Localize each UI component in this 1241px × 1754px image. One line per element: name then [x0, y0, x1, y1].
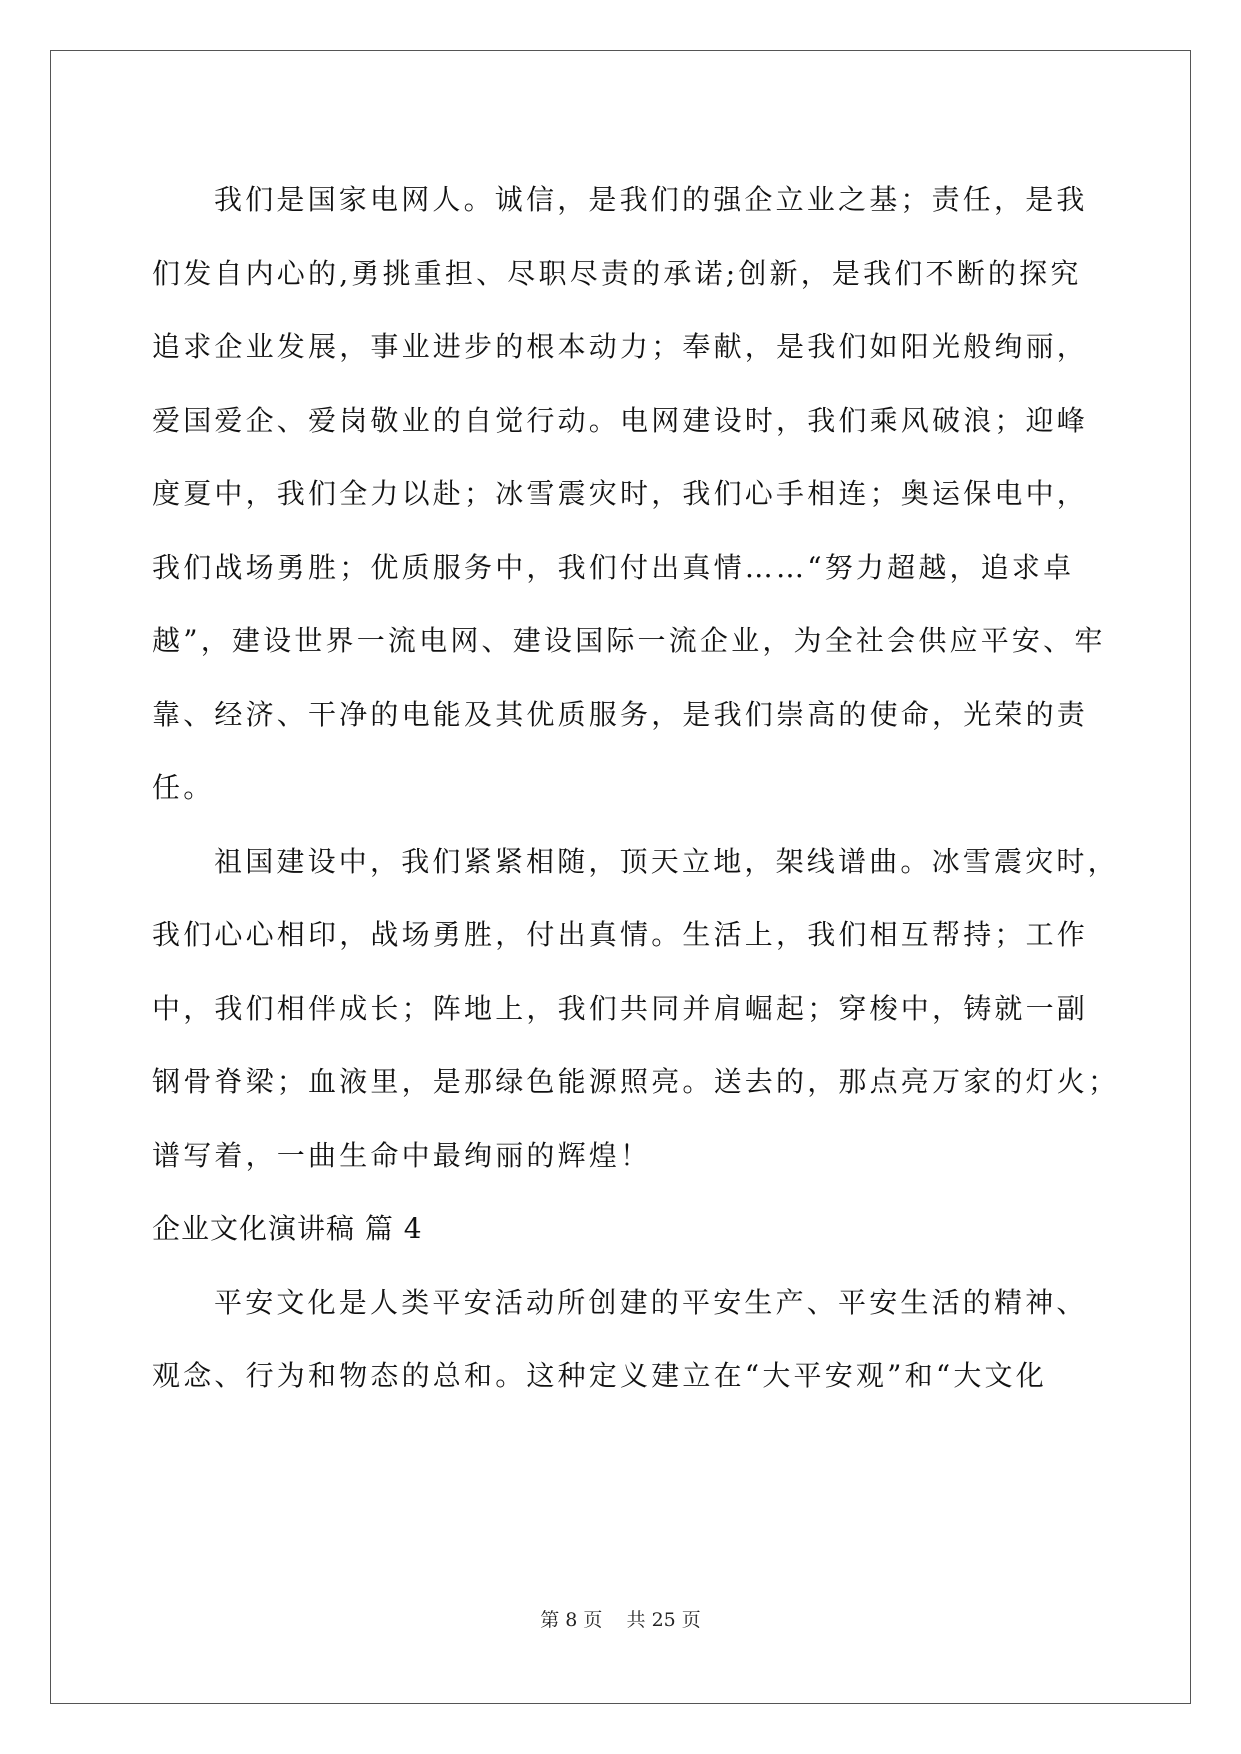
- text-line: 平安文化是人类平安活动所创建的平安生产、平安生活的精神、: [214, 1285, 1088, 1319]
- paragraph: [152, 825, 1120, 1193]
- text-line: 中，我们相伴成长；阵地上，我们共同并肩崛起；穿梭中，铸就一副: [152, 991, 1089, 1025]
- text-line: 爱国爱企、爱岗敬业的自觉行动。电网建设时，我们乘风破浪；迎峰: [152, 403, 1089, 437]
- document-body: [152, 163, 1120, 1413]
- text-line: 观念、行为和物态的总和。这种定义建立在“大平安观”和“大文化: [152, 1359, 1047, 1392]
- paragraph: [152, 1266, 1092, 1413]
- text-line: 靠、经济、干净的电能及其优质服务，是我们崇高的使命，光荣的责: [152, 697, 1089, 731]
- text-line: 任。: [152, 771, 215, 804]
- text-line: 钢骨脊梁；血液里，是那绿色能源照亮。送去的，那点亮万家的灯火；: [152, 1065, 1120, 1098]
- section-heading: 企业文化演讲稿 篇 4: [152, 1212, 423, 1245]
- page-total: 共 25 页: [626, 1609, 701, 1631]
- page-number: 第 8 页: [540, 1609, 603, 1631]
- text-line: 祖国建设中，我们紧紧相随，顶天立地，架线谱曲。冰雪震灾时，: [214, 844, 1119, 878]
- text-line: 我们战场勇胜；优质服务中，我们付出真情……“努力超越，追求卓: [152, 550, 1075, 584]
- text-line: 我们是国家电网人。诚信，是我们的强企立业之基；责任，是我: [214, 183, 1088, 216]
- paragraph: [152, 163, 1106, 825]
- text-line: 追求企业发展，事业进步的根本动力；奉献，是我们如阳光般绚丽，: [152, 330, 1089, 363]
- text-line: 我们心心相印，战场勇胜，付出真情。生活上，我们相互帮持；工作: [152, 918, 1089, 951]
- text-line: 谱写着，一曲生命中最绚丽的辉煌！: [152, 1138, 652, 1172]
- text-line: 们发自内心的,勇挑重担、尽职尽责的承诺;创新，是我们不断的探究: [152, 256, 1082, 290]
- text-line: 度夏中，我们全力以赴；冰雪震灾时，我们心手相连；奥运保电中，: [152, 477, 1089, 510]
- page-footer: [0, 1605, 1241, 1632]
- text-line: 越”，建设世界一流电网、建设国际一流企业，为全社会供应平安、牢: [152, 624, 1106, 657]
